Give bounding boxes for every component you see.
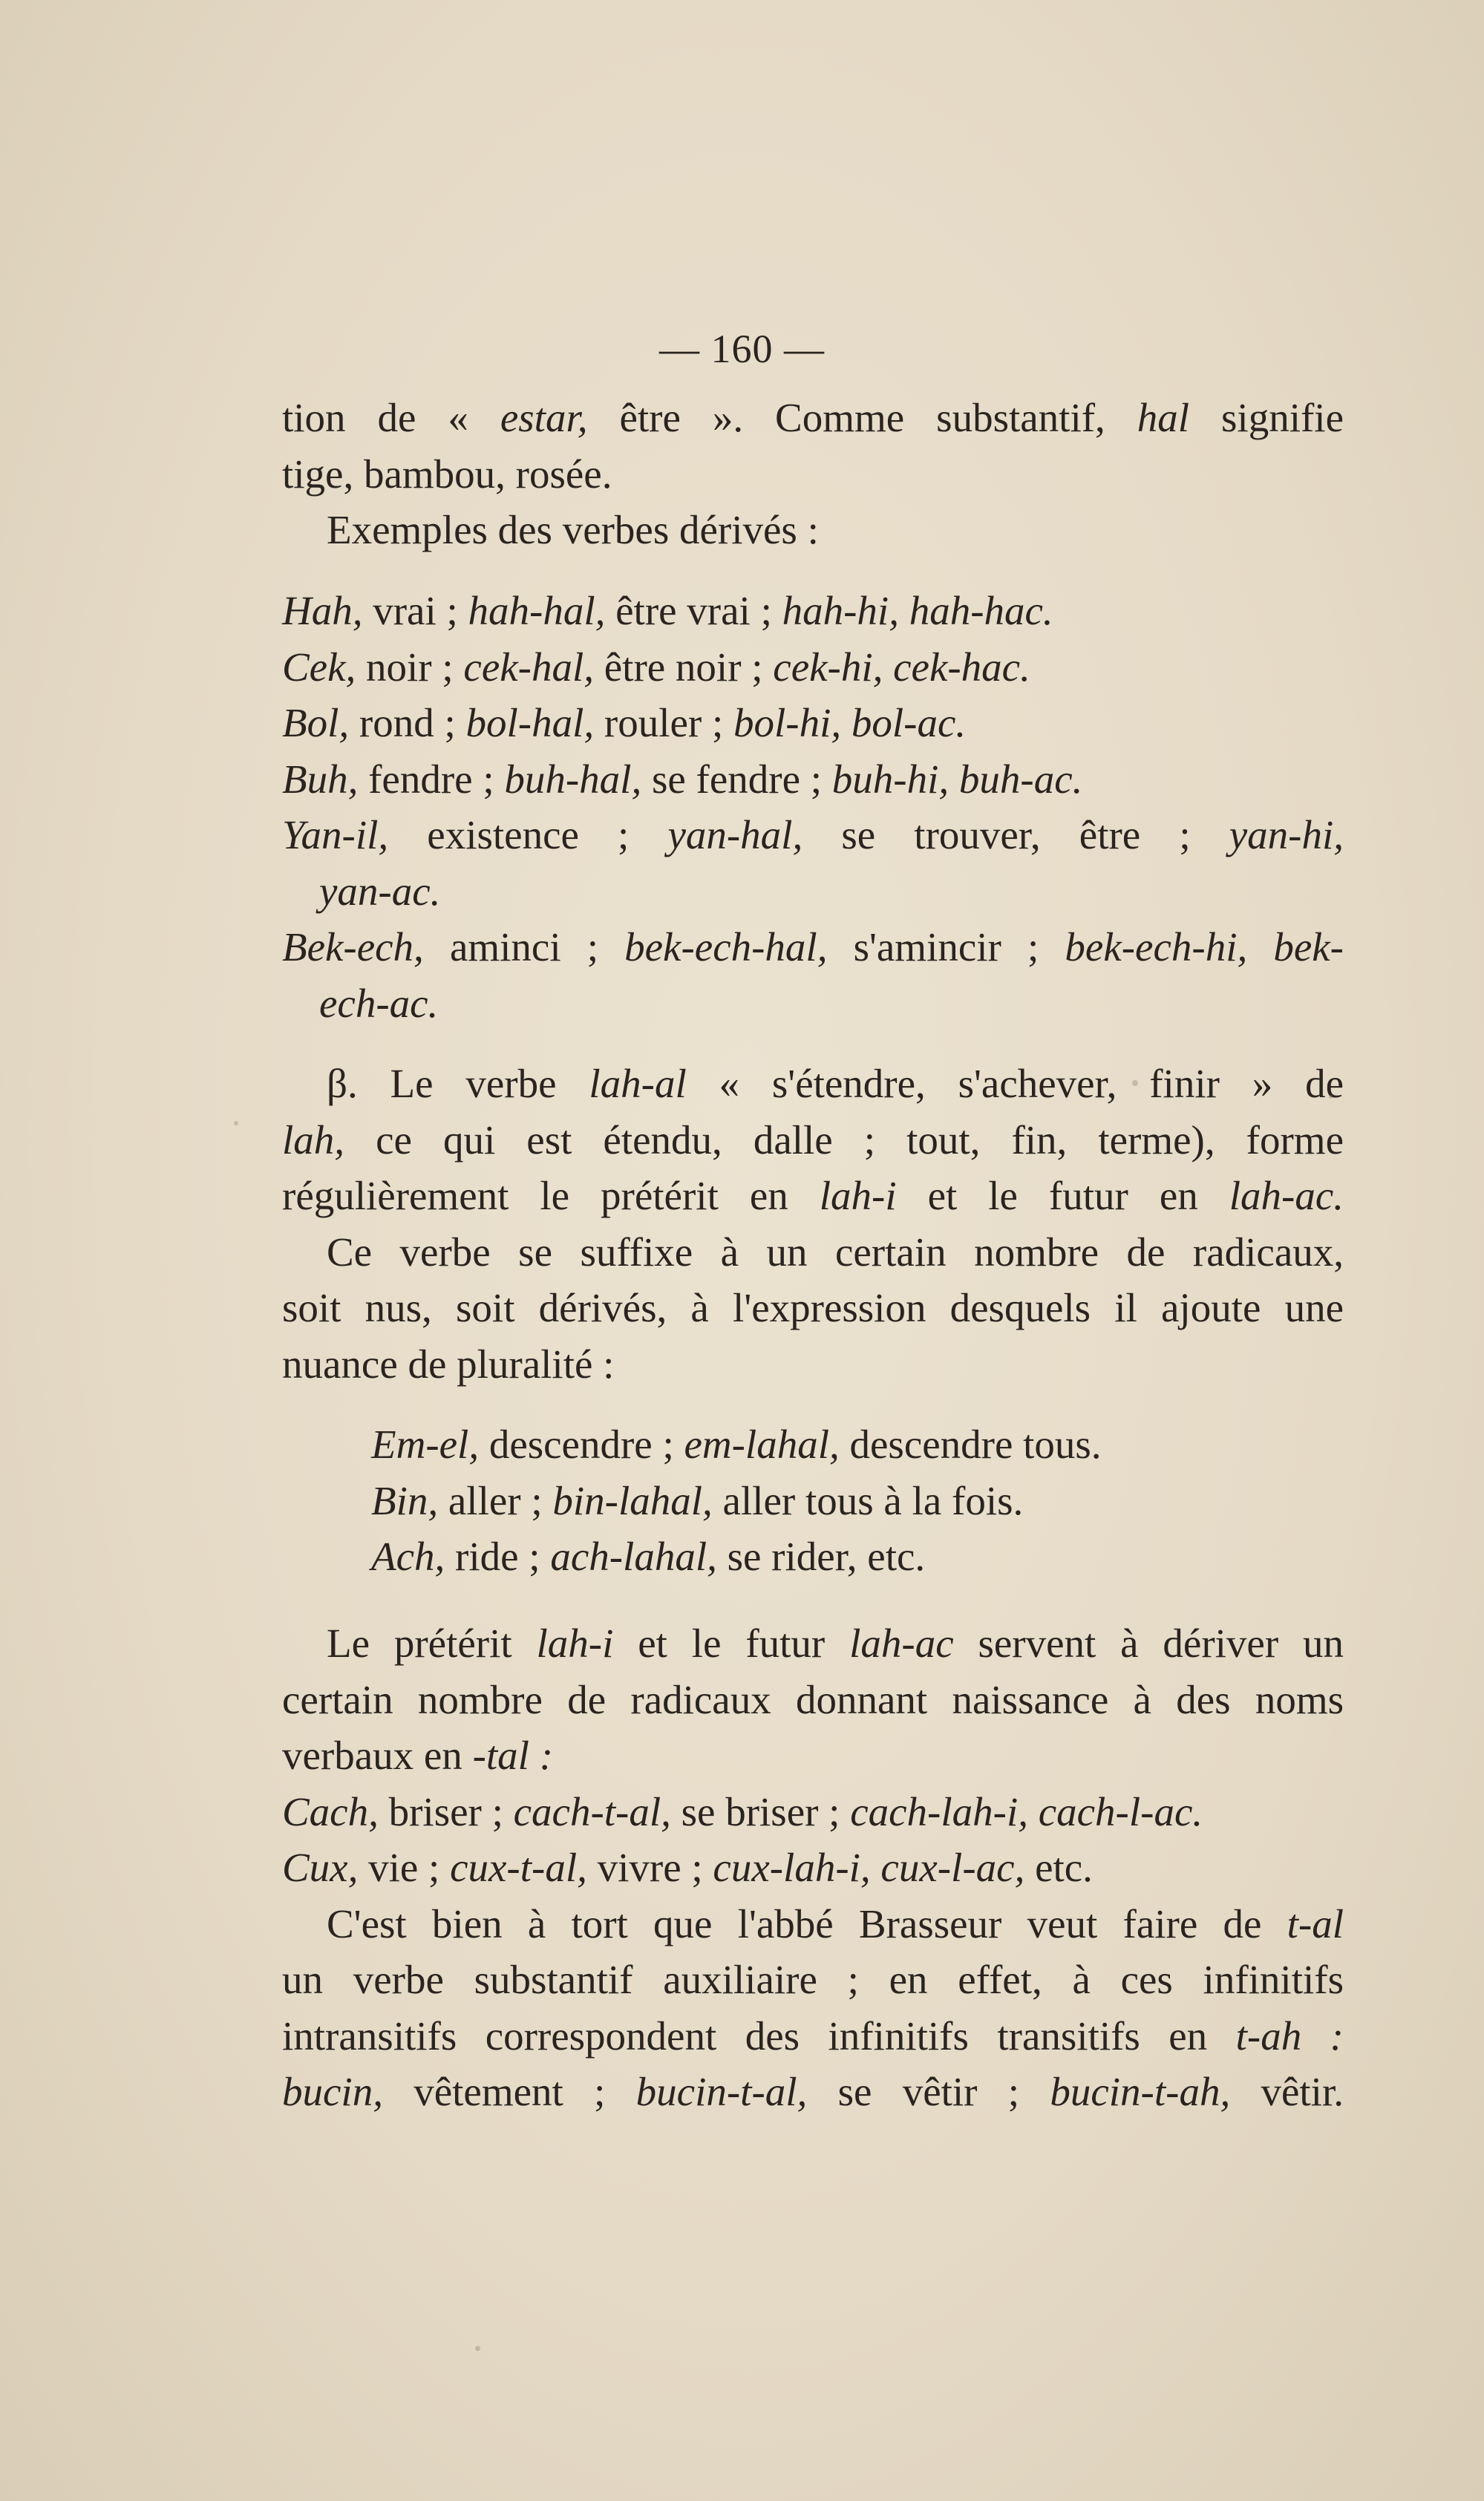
text-line: [282, 863, 1344, 920]
italic-term: Yan-il,: [282, 812, 389, 857]
example-list-derived-verbs: [282, 583, 1344, 1031]
text-run: noir ;: [356, 644, 464, 690]
italic-term: Cux,: [282, 1845, 359, 1890]
text-line: [282, 583, 1344, 639]
text-line: [282, 1112, 1344, 1168]
italic-term: cux-lah-i, cux-l-ac,: [713, 1845, 1025, 1890]
text-run: ride ;: [445, 1534, 551, 1579]
italic-term: yan-hi,: [1229, 812, 1344, 857]
italic-term: ech-ac.: [319, 980, 439, 1026]
text-line: [282, 807, 1344, 863]
text-run: C'est bien à tort que l'abbé Brasseur veut faire de: [327, 1900, 1287, 1946]
text-run: s'amincir ;: [827, 924, 1065, 970]
text-run: signifie: [1189, 395, 1344, 440]
text-line: [282, 1727, 1344, 1784]
text-run: « s'étendre, s'achever, finir » de: [686, 1061, 1344, 1106]
text-run: un verbe substantif auxiliaire ; en effet, à ces infinitifs: [282, 1957, 1344, 2002]
italic-term: cek-hi, cek-hac.: [773, 644, 1030, 690]
text-run: se rider, etc.: [716, 1534, 926, 1579]
italic-term: estar,: [500, 395, 588, 440]
italic-term: Buh,: [282, 756, 359, 802]
text-run: descendre ;: [479, 1422, 684, 1467]
italic-term: lah,: [282, 1117, 345, 1163]
italic-term: cach-lah-i, cach-l-ac.: [850, 1788, 1203, 1834]
text-run: aminci ;: [423, 924, 625, 970]
text-line: [282, 919, 1344, 975]
italic-term: bin-lahal,: [552, 1477, 713, 1523]
page-number: — 160 —: [659, 327, 825, 371]
italic-term: em-lahal,: [684, 1422, 840, 1467]
italic-term: t-al: [1287, 1900, 1344, 1946]
italic-term: buh-hal,: [504, 756, 642, 802]
paper-speck: [234, 1121, 238, 1125]
text-run: aller ;: [438, 1477, 553, 1523]
text-run: etc.: [1024, 1845, 1093, 1890]
italic-term: cek-hal,: [463, 644, 594, 690]
italic-term: bucin-t-al,: [635, 2069, 808, 2114]
italic-term: Em-el,: [371, 1422, 480, 1467]
text-line: [282, 1896, 1344, 1952]
text-run: certain nombre de radicaux donnant naissance à des noms: [282, 1676, 1344, 1722]
text-line: [282, 1416, 1344, 1473]
text-run: régulièrement le prétérit en: [282, 1173, 820, 1218]
text-line: [282, 1473, 1344, 1529]
text-run: briser ;: [378, 1788, 514, 1834]
text-run: nuance de pluralité :: [282, 1341, 615, 1387]
italic-term: lah-ac: [849, 1621, 954, 1666]
text-line: [282, 1529, 1344, 1585]
italic-term: bucin,: [282, 2069, 383, 2114]
text-run: rouler ;: [594, 700, 733, 745]
paper-speck: [1329, 1095, 1333, 1099]
text-line: [282, 639, 1344, 696]
italic-term: Bol,: [282, 700, 350, 745]
text-run: vivre ;: [586, 1845, 713, 1890]
text-run: aller tous à la fois.: [712, 1477, 1024, 1523]
italic-term: Bin,: [371, 1477, 439, 1523]
text-run: se briser ;: [670, 1788, 851, 1834]
text-run: existence ;: [388, 812, 668, 857]
italic-term: hah-hi, hah-hac.: [782, 588, 1053, 633]
text-line: [282, 1784, 1344, 1840]
italic-term: cux-t-al,: [450, 1845, 587, 1890]
text-line: [282, 1952, 1344, 2008]
italic-term: hal: [1137, 395, 1190, 440]
italic-term: Bek-ech,: [282, 924, 424, 970]
italic-term: bek-ech-hal,: [624, 924, 828, 970]
italic-term: cach-t-al,: [513, 1788, 671, 1834]
italic-term: bol-hal,: [465, 700, 595, 745]
italic-term: lah-al: [589, 1061, 687, 1106]
text-run: rond ;: [349, 700, 466, 745]
text-run: se vêtir ;: [807, 2069, 1050, 2114]
text-line: [282, 695, 1344, 751]
paper-speck: [475, 2346, 480, 2351]
italic-term: bek-ech-hi, bek-: [1065, 924, 1344, 970]
text-line: [282, 751, 1344, 808]
italic-term: Cek,: [282, 644, 356, 690]
text-run: soit nus, soit dérivés, à l'expression desquels il ajoute une: [282, 1285, 1344, 1330]
italic-term: lah-i: [536, 1621, 614, 1666]
italic-term: yan-hal,: [667, 812, 803, 857]
text-run: descendre tous.: [839, 1422, 1102, 1467]
paper-speck: [1132, 1080, 1138, 1086]
text-run: se trouver, être ;: [803, 812, 1229, 857]
text-line: [282, 2064, 1344, 2120]
italic-term: -tal :: [472, 1733, 554, 1778]
italic-term: buh-hi, buh-ac.: [831, 756, 1083, 802]
italic-term: yan-ac.: [319, 868, 441, 914]
text-run: Le prétérit: [327, 1621, 537, 1666]
text-run: servent à dériver un: [953, 1621, 1344, 1666]
text-line: [282, 1280, 1344, 1336]
text-run: tion de «: [282, 395, 500, 440]
italic-term: bucin-t-ah,: [1050, 2069, 1231, 2114]
text-run: vie ;: [358, 1845, 451, 1890]
text-line: [282, 1056, 1344, 1112]
text-run: et le futur en: [896, 1173, 1229, 1218]
text-run: être vrai ;: [605, 588, 782, 633]
text-run: β. Le verbe: [327, 1061, 589, 1106]
text-run: fendre ;: [358, 756, 505, 802]
text-run: vrai ;: [362, 588, 468, 633]
text-line: [282, 502, 1344, 558]
text-line: [282, 390, 1344, 446]
italic-term: lah-ac.: [1229, 1173, 1344, 1218]
text-line: [282, 1168, 1344, 1224]
text-line: [282, 1615, 1344, 1672]
text-line: [282, 1224, 1344, 1281]
text-run: vêtement ;: [382, 2069, 636, 2114]
italic-term: lah-i: [819, 1173, 897, 1218]
text-line: [282, 1672, 1344, 1728]
text-run: se fendre ;: [641, 756, 832, 802]
text-run: tige, bambou, rosée.: [282, 451, 612, 497]
text-run: intransitifs correspondent des infinitifs transitifs en: [282, 2013, 1236, 2059]
paragraph-definition: [282, 390, 1344, 558]
text-run: être noir ;: [594, 644, 774, 690]
text-line: [282, 446, 1344, 503]
text-run: vêtir.: [1230, 2069, 1344, 2114]
paragraph-verb-lah-al: [282, 1056, 1344, 1392]
text-run: être ». Comme substantif,: [587, 395, 1137, 440]
text-run: Ce verbe se suffixe à un certain nombre de radicaux,: [327, 1229, 1344, 1275]
italic-term: Cach,: [282, 1788, 379, 1834]
italic-term: hah-hal,: [468, 588, 606, 633]
italic-term: ach-lahal,: [550, 1534, 717, 1579]
text-line: [282, 2008, 1344, 2064]
text-run: ce qui est étendu, dalle ; tout, fin, terme), forme: [344, 1117, 1344, 1163]
paragraph-preterit-future: [282, 1615, 1344, 2120]
italic-term: Hah,: [282, 588, 363, 633]
text-line: [282, 1336, 1344, 1393]
text-run: Exemples des verbes dérivés :: [327, 507, 819, 552]
italic-term: Ach,: [371, 1534, 445, 1579]
text-run: et le futur: [613, 1621, 850, 1666]
text-line: [282, 1840, 1344, 1896]
example-list-lahal: [282, 1416, 1344, 1585]
text-run: verbaux en: [282, 1733, 473, 1778]
italic-term: bol-hi, bol-ac.: [733, 700, 967, 745]
text-line: [282, 975, 1344, 1032]
italic-term: t-ah :: [1235, 2013, 1344, 2059]
